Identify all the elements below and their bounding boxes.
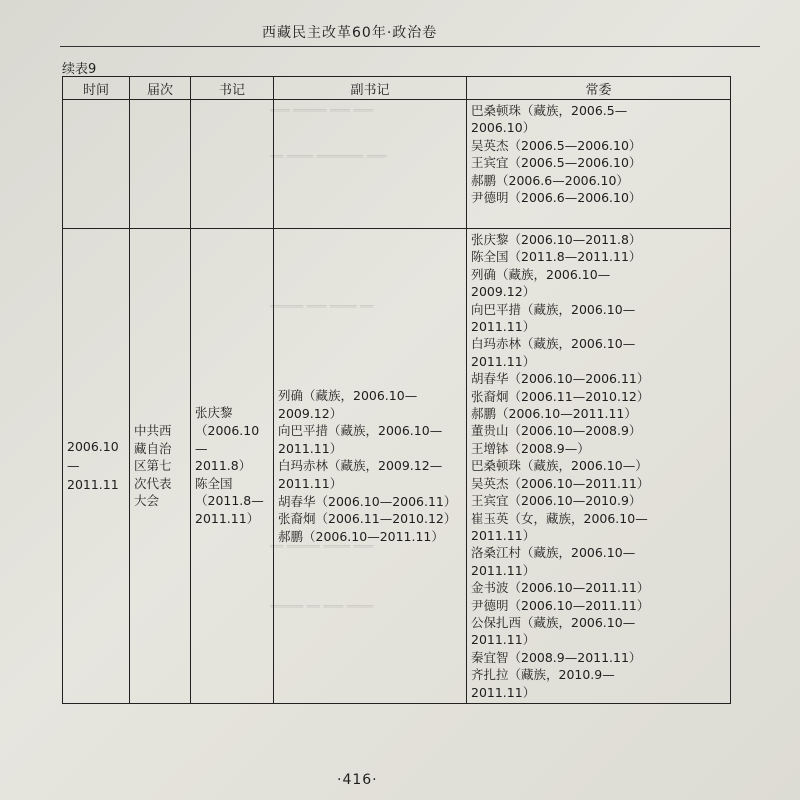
time-start: 2006.10— — [67, 439, 119, 474]
committee-member-line: 吴英杰（2006.10—2011.11） — [471, 475, 650, 491]
committee-member-line: 洛桑江村（藏族，2006.10— — [471, 545, 636, 561]
deputy-secretary-cell — [274, 229, 467, 704]
committee-member-line: 列确（藏族，2006.10— — [471, 266, 611, 282]
time-end: 2011.11 — [67, 477, 119, 493]
bleed-through-text: ═══ ═════ ═══ ═══ — [270, 104, 374, 117]
committee-member-line: 郝鹏（2006.6—2006.10） — [471, 172, 629, 188]
column-header-deputy-secretary: 副书记 — [274, 77, 467, 100]
deputy-secretary-line: 胡春华（2006.10—2006.11） — [278, 493, 457, 509]
table-row — [63, 100, 731, 229]
session-line: 藏自治 — [134, 440, 172, 456]
time-cell — [63, 229, 130, 704]
bleed-through-text: ══ ═════ ════ ═══ — [270, 540, 374, 553]
committee-member-line: 秦宜智（2008.9—2011.11） — [471, 649, 642, 665]
bleed-through-text: ══ ════ ═══════ ═══ — [270, 150, 387, 163]
committee-member-line: 向巴平措（藏族，2006.10— — [471, 301, 636, 317]
secretary-cell — [191, 229, 274, 704]
officials-table — [62, 76, 731, 704]
deputy-secretary-line: 2011.11） — [278, 475, 343, 491]
committee-member-line: 巴桑顿珠（藏族，2006.5— — [471, 103, 628, 118]
deputy-secretary-line: 列确（藏族，2006.10— — [278, 388, 418, 403]
committee-member-line: 齐扎拉（藏族，2010.9— — [471, 667, 615, 683]
secretary-list — [191, 404, 273, 527]
deputy-secretary-line: 向巴平措（藏族，2006.10— — [278, 423, 443, 439]
committee-member-line: 尹德明（2006.6—2006.10） — [471, 190, 642, 206]
committee-member-line: 王增钵（2008.9—） — [471, 440, 590, 456]
session-value — [130, 422, 190, 510]
session-line: 中共西 — [134, 423, 172, 438]
committee-member-line: 胡春华（2006.10—2006.11） — [471, 371, 650, 387]
standing-committee-cell — [467, 229, 731, 704]
secretary-line: （2011.8— — [195, 493, 264, 509]
committee-member-line: 巴桑顿珠（藏族，2006.10—） — [471, 458, 648, 474]
committee-member-line: 崔玉英（女，藏族，2006.10— — [471, 510, 648, 526]
committee-member-line: 金书波（2006.10—2011.11） — [471, 580, 650, 596]
table-header-row — [63, 77, 731, 100]
committee-member-line: 陈全国（2011.8—2011.11） — [471, 249, 642, 265]
session-line: 次代表 — [134, 475, 172, 491]
deputy-secretary-line: 白玛赤林（藏族，2009.12— — [278, 458, 443, 474]
committee-member-line: 白玛赤林（藏族，2006.10— — [471, 336, 636, 352]
column-header-session: 届次 — [130, 77, 191, 100]
committee-member-line: 2011.11） — [471, 632, 536, 648]
committee-member-line: 王宾宜（2006.5—2006.10） — [471, 155, 642, 171]
page-number: ·416· — [337, 772, 378, 788]
secretary-line: 张庆黎 — [195, 405, 233, 421]
session-cell — [130, 229, 191, 704]
secretary-cell — [191, 100, 274, 229]
committee-member-line: 2011.11） — [471, 319, 536, 335]
committee-member-line: 2011.11） — [471, 562, 536, 578]
committee-member-line: 公保扎西（藏族，2006.10— — [471, 614, 636, 630]
session-line: 区第七 — [134, 458, 172, 474]
time-value — [63, 437, 129, 494]
committee-member-line: 2011.11） — [471, 353, 536, 369]
deputy-secretary-cell — [274, 100, 467, 229]
session-line: 大会 — [134, 493, 160, 509]
table-continuation-label: 续表9 — [62, 62, 97, 77]
bleed-through-text: ═════ ══ ═══ ════ — [270, 600, 374, 613]
committee-member-line: 2006.10） — [471, 120, 536, 136]
committee-member-line: 2011.11） — [471, 527, 536, 543]
secretary-line: 陈全国 — [195, 475, 233, 491]
deputy-secretary-line: 郝鹏（2006.10—2011.11） — [278, 528, 444, 544]
secretary-line: （2006.10— — [195, 423, 260, 456]
column-header-time: 时间 — [63, 77, 130, 100]
committee-member-line: 董贵山（2006.10—2008.9） — [471, 423, 642, 439]
deputy-secretary-line: 2009.12） — [278, 405, 343, 421]
committee-member-line: 尹德明（2006.10—2011.11） — [471, 597, 650, 613]
running-header-title: 西藏民主改革60年·政治卷 — [262, 25, 438, 41]
column-header-secretary: 书记 — [191, 77, 274, 100]
committee-member-line: 王宾宜（2006.10—2010.9） — [471, 493, 642, 509]
committee-member-line: 张庆黎（2006.10—2011.8） — [471, 232, 642, 247]
column-header-standing-committee: 常委 — [467, 77, 731, 100]
bleed-through-text: ═════ ═══ ════ ══ — [270, 300, 374, 313]
secretary-line: 2011.8） — [195, 458, 252, 474]
deputy-secretary-line: 2011.11） — [278, 440, 343, 456]
committee-member-line: 2009.12） — [471, 284, 536, 300]
committee-member-line: 郝鹏（2006.10—2011.11） — [471, 406, 637, 422]
table-row — [63, 229, 731, 704]
time-cell — [63, 100, 130, 229]
committee-member-line: 2011.11） — [471, 684, 536, 700]
committee-member-line: 张裔炯（2006.11—2010.12） — [471, 388, 650, 404]
deputy-secretary-line: 张裔炯（2006.11—2010.12） — [278, 511, 457, 527]
secretary-line: 2011.11） — [195, 510, 260, 526]
session-cell — [130, 100, 191, 229]
standing-committee-cell — [467, 100, 731, 229]
header-rule — [60, 46, 760, 47]
committee-member-line: 吴英杰（2006.5—2006.10） — [471, 137, 642, 153]
